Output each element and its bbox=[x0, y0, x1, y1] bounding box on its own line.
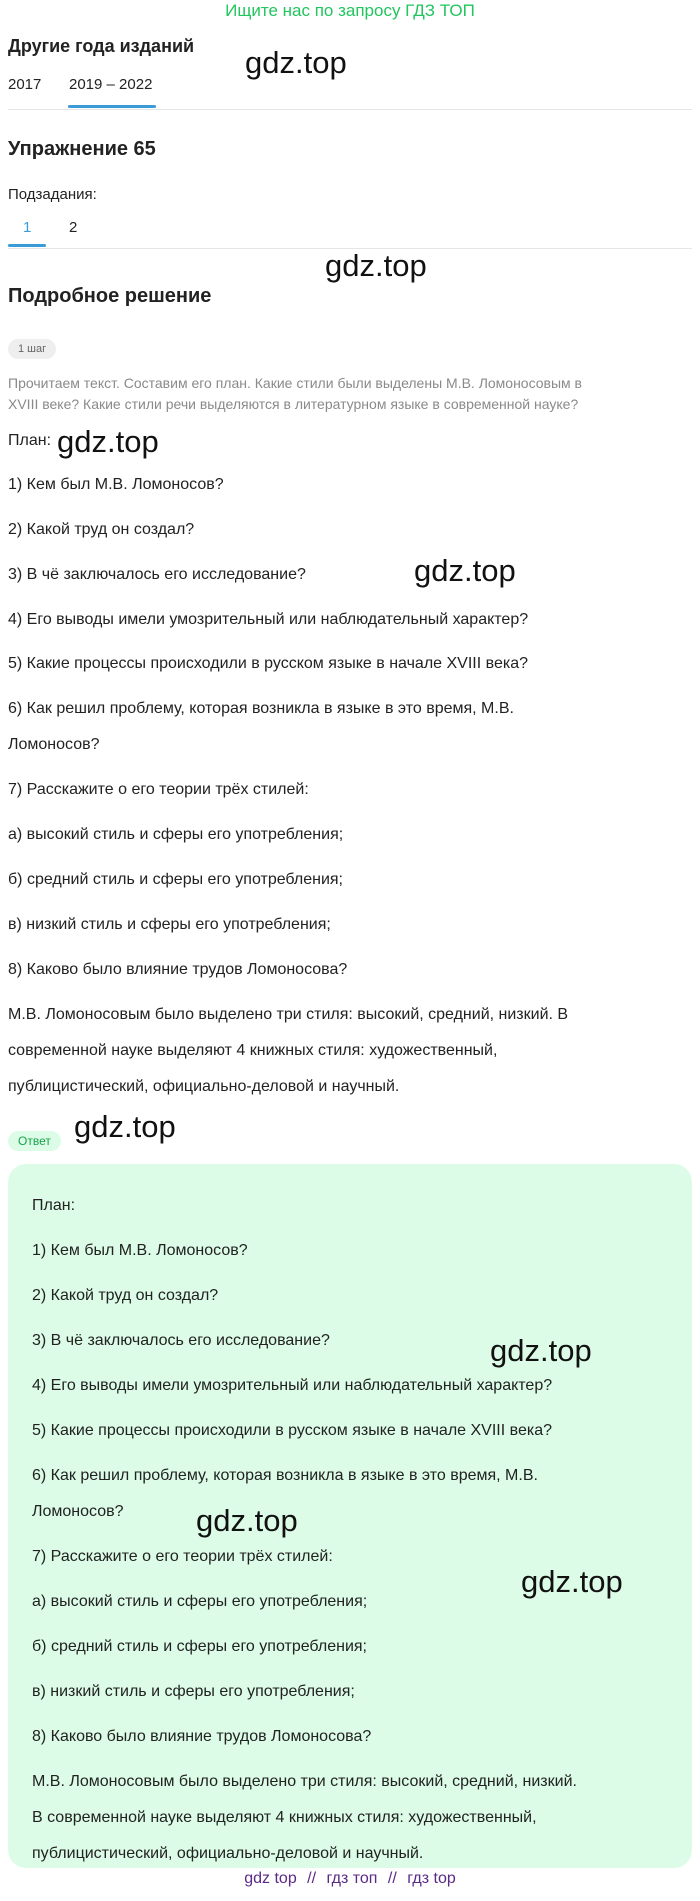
solution-title: Подробное решение bbox=[8, 285, 212, 307]
subtask-tab-active-indicator bbox=[8, 244, 46, 247]
solution-line: в) низкий стиль и сферы его употребления; bbox=[8, 916, 331, 933]
answer-line: Ломоносов? bbox=[32, 1503, 124, 1520]
promo-banner[interactable]: Ищите нас по запросу ГДЗ ТОП bbox=[225, 1, 475, 20]
answer-line: М.В. Ломоносовым было выделено три стиля: высокий, средний, низкий. bbox=[32, 1773, 577, 1790]
solution-line: 2) Какой труд он создал? bbox=[8, 521, 195, 538]
watermark: gdz.top bbox=[325, 248, 427, 283]
answer-line: 3) В чё заключалось его исследование? bbox=[32, 1332, 330, 1349]
footer-link[interactable]: гдз топ bbox=[326, 1870, 378, 1887]
solution-line: 5) Какие процессы происходили в русском языке в начале XVIII века? bbox=[8, 655, 528, 672]
solution-line: 7) Расскажите о его теории трёх стилей: bbox=[8, 781, 309, 798]
watermark: gdz.top bbox=[245, 45, 347, 80]
answer-line: План: bbox=[32, 1197, 76, 1214]
step-text-line: Прочитаем текст. Составим его план. Какие стили были выделены М.В. Ломоносовым в bbox=[8, 375, 582, 391]
solution-line: М.В. Ломоносовым было выделено три стиля: высокий, средний, низкий. В bbox=[8, 1006, 569, 1023]
solution-line: 1) Кем был М.В. Ломоносов? bbox=[8, 476, 224, 493]
watermark: gdz.top bbox=[521, 1564, 623, 1599]
watermark: gdz.top bbox=[490, 1333, 592, 1368]
solution-line: Ломоносов? bbox=[8, 736, 100, 753]
answer-badge: Ответ bbox=[8, 1131, 61, 1151]
subtasks-label: Подзадания: bbox=[8, 186, 97, 203]
answer-line: В современной науке выделяют 4 книжных стиля: художественный, bbox=[32, 1809, 537, 1826]
answer-line: в) низкий стиль и сферы его употребления; bbox=[32, 1683, 355, 1700]
subtask-tab-1[interactable]: 1 bbox=[23, 219, 32, 236]
footer-link[interactable]: гдз top bbox=[407, 1870, 456, 1887]
year-tab-active-indicator bbox=[68, 105, 156, 108]
exercise-title: Упражнение 65 bbox=[8, 138, 156, 160]
other-years-title: Другие года изданий bbox=[8, 36, 195, 56]
step-badge: 1 шаг bbox=[8, 339, 56, 359]
footer-separator: // bbox=[307, 1870, 317, 1887]
answer-line: публицистический, официально-деловой и научный. bbox=[32, 1845, 424, 1862]
footer-separator: // bbox=[387, 1870, 397, 1887]
watermark: gdz.top bbox=[414, 553, 516, 588]
solution-line: б) средний стиль и сферы его употребления; bbox=[8, 871, 343, 888]
answer-line: а) высокий стиль и сферы его употребления; bbox=[32, 1593, 368, 1610]
solution-line: 8) Каково было влияние трудов Ломоносова? bbox=[8, 961, 348, 978]
solution-line: 4) Его выводы имели умозрительный или наблюдательный характер? bbox=[8, 611, 529, 628]
watermark: gdz.top bbox=[57, 424, 159, 459]
solution-line: современной науке выделяют 4 книжных стиля: художественный, bbox=[8, 1042, 498, 1059]
solution-line: публицистический, официально-деловой и научный. bbox=[8, 1078, 400, 1095]
solution-line: 6) Как решил проблему, которая возникла в языке в это время, М.В. bbox=[8, 700, 514, 717]
solution-line: План: bbox=[8, 432, 52, 449]
watermark: gdz.top bbox=[74, 1109, 176, 1144]
answer-line: 6) Как решил проблему, которая возникла в языке в это время, М.В. bbox=[32, 1467, 538, 1484]
answer-line: 2) Какой труд он создал? bbox=[32, 1287, 219, 1304]
answer-line: 4) Его выводы имели умозрительный или наблюдательный характер? bbox=[32, 1377, 553, 1394]
year-tab-2017[interactable]: 2017 bbox=[8, 76, 42, 93]
solution-line: а) высокий стиль и сферы его употребления; bbox=[8, 826, 344, 843]
solution-line: 3) В чё заключалось его исследование? bbox=[8, 566, 306, 583]
divider bbox=[8, 109, 692, 110]
answer-line: 5) Какие процессы происходили в русском языке в начале XVIII века? bbox=[32, 1422, 552, 1439]
step-text bbox=[8, 373, 582, 415]
footer-links bbox=[0, 1870, 700, 1888]
footer-link[interactable]: gdz top bbox=[244, 1870, 297, 1887]
answer-line: 1) Кем был М.В. Ломоносов? bbox=[32, 1242, 248, 1259]
subtask-tab-2[interactable]: 2 bbox=[69, 219, 78, 236]
answer-line: 7) Расскажите о его теории трёх стилей: bbox=[32, 1548, 333, 1565]
answer-line: б) средний стиль и сферы его употребления; bbox=[32, 1638, 367, 1655]
answer-line: 8) Каково было влияние трудов Ломоносова? bbox=[32, 1728, 372, 1745]
watermark: gdz.top bbox=[196, 1503, 298, 1538]
year-tab-2019-2022[interactable]: 2019 – 2022 bbox=[69, 76, 153, 93]
step-text-line: XVIII веке? Какие стили речи выделяются в литературном языке в современной науке? bbox=[8, 396, 579, 412]
